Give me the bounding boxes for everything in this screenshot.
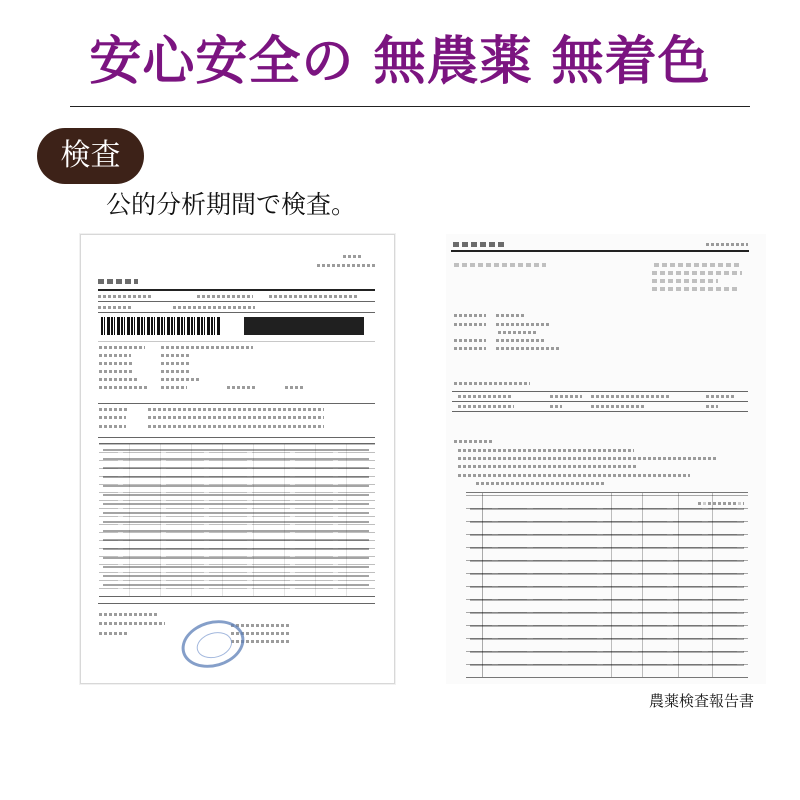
sample-info-value-mark [496,323,550,326]
detail-label-mark [99,346,145,349]
analysis-condition-line-mark [458,449,634,452]
detail-label-mark [99,370,133,373]
summary-table-row-mark [458,405,514,408]
right-report-org-mark [652,271,742,275]
main-headline: 安心安全の 無農薬 無着色 [89,32,711,92]
detail-label-mark [99,354,131,357]
sample-id-mark [173,306,255,309]
page-number-mark [343,255,361,258]
right-report-title-rule [451,250,749,252]
left-inspection-report [80,234,395,684]
report-meta-label [98,295,153,298]
detail-label-mark [99,378,139,381]
right-report-org-mark [654,263,739,267]
method-label-mark [99,425,126,428]
method-value-mark [148,408,324,411]
sample-info-value-mark [496,314,524,317]
summary-table-row-mark [706,405,718,408]
report-caption: 農薬検査報告書 [649,692,755,710]
sample-info-value-mark [498,331,536,334]
report-title-mark [98,279,138,284]
pesticide-analysis-text [470,498,744,670]
sample-label-mark [98,306,132,309]
report-meta-value [197,295,253,298]
summary-table-mid-rule [452,401,748,402]
report-meta-rule [98,301,375,302]
summary-table-header-mark [591,395,669,398]
sample-info-value-mark [496,339,544,342]
redaction-block [244,317,364,335]
right-report-org-mark [652,287,738,291]
summary-table-top-rule [452,391,748,392]
detail-value-mark [161,386,187,389]
footer-address-mark [99,613,157,616]
summary-table-row-mark [550,405,562,408]
right-report-org-mark [652,279,718,283]
right-report-title-mark [453,242,505,247]
right-inspection-report [446,234,766,684]
sample-info-label-mark [454,323,486,326]
footer-address-mark [99,632,127,635]
sample-info-label-mark [454,339,486,342]
sample-info-label-mark [454,347,486,350]
right-report-address-mark [454,263,546,267]
summary-table-bottom-rule [452,411,748,412]
inspection-subheading: 公的分析期間で検査。 [106,190,357,219]
footer-contact-mark [231,624,289,627]
analysis-condition-line-mark [458,474,690,477]
detail-value-mark [285,386,303,389]
analysis-condition-line-mark [458,457,718,460]
method-label-mark [99,416,126,419]
detail-value-mark [161,354,191,357]
analysis-conditions-title-mark [454,440,492,443]
footer-address-mark [99,622,165,625]
detail-label-mark [99,386,147,389]
detail-value-mark [161,346,253,349]
inspection-badge: 検査 [37,128,144,184]
analysis-condition-line-mark [476,482,606,485]
analysis-condition-line-mark [458,465,638,468]
sample-info-label-mark [454,314,486,317]
method-top-rule [98,403,375,404]
footer-rule [98,603,375,604]
summary-table-header-mark [458,395,512,398]
summary-table-header-mark [706,395,736,398]
header-divider [70,106,750,107]
summary-table-header-mark [550,395,582,398]
pesticide-results-text [103,449,369,591]
detail-value-mark [161,378,201,381]
report-id-mark [317,264,375,267]
official-seal-stamp [176,613,250,675]
report-title-rule [98,289,375,291]
report-date-mark [269,295,357,298]
detail-value-mark [227,386,255,389]
detail-label-mark [99,362,133,365]
sample-info-value-mark [496,347,560,350]
right-report-date-mark [706,243,748,246]
summary-table-row-mark [591,405,645,408]
method-value-mark [148,416,324,419]
details-top-rule [98,341,375,342]
detail-value-mark [161,370,191,373]
method-value-mark [148,425,324,428]
results-top-rule [98,437,375,438]
sample-rule [98,312,375,313]
results-summary-title-mark [454,382,530,385]
detail-value-mark [161,362,191,365]
method-label-mark [99,408,129,411]
barcode-graphic [101,317,221,335]
